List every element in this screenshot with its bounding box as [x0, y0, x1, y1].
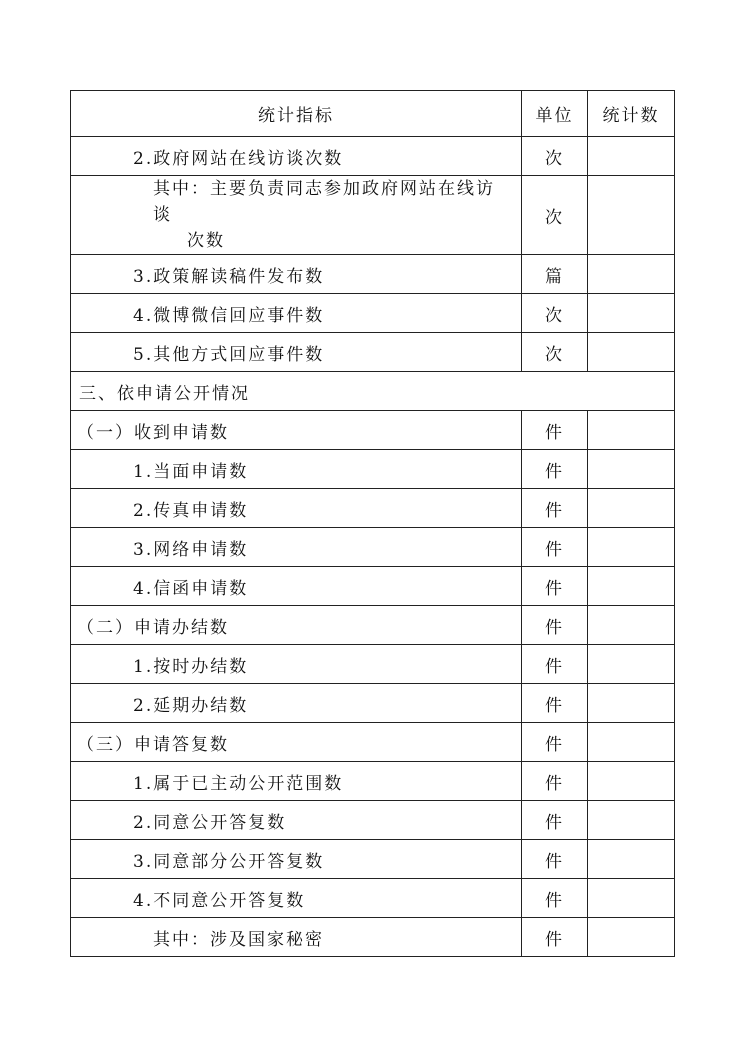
- indicator-cell: 3.政策解读稿件发布数: [71, 255, 522, 294]
- table-row: [71, 801, 675, 840]
- count-cell: [588, 684, 675, 723]
- unit-cell: 件: [522, 801, 588, 840]
- count-cell: [588, 762, 675, 801]
- indicator-line-2: 次数: [187, 231, 225, 251]
- section-heading: 三、依申请公开情况: [71, 372, 675, 411]
- count-cell: [588, 879, 675, 918]
- count-cell: [588, 411, 675, 450]
- unit-cell: 次: [522, 176, 588, 255]
- indicator-cell: 4.信函申请数: [71, 567, 522, 606]
- count-cell: [588, 137, 675, 176]
- table-row: [71, 606, 675, 645]
- table-row: [71, 137, 675, 176]
- count-cell: [588, 645, 675, 684]
- section-row: [71, 372, 675, 411]
- table-row: [71, 450, 675, 489]
- indicator-cell: 5.其他方式回应事件数: [71, 333, 522, 372]
- unit-cell: 件: [522, 450, 588, 489]
- indicator-cell: （二）申请办结数: [71, 606, 522, 645]
- indicator-line-1: 其中：主要负责同志参加政府网站在线访谈: [153, 179, 495, 225]
- count-cell: [588, 606, 675, 645]
- indicator-cell: 2.延期办结数: [71, 684, 522, 723]
- count-cell: [588, 840, 675, 879]
- table-row: [71, 645, 675, 684]
- indicator-cell: [71, 176, 522, 255]
- indicator-cell: 1.按时办结数: [71, 645, 522, 684]
- indicator-cell: 4.微博微信回应事件数: [71, 294, 522, 333]
- indicator-cell: （一）收到申请数: [71, 411, 522, 450]
- table-header-row: [71, 91, 675, 137]
- indicator-cell: （三）申请答复数: [71, 723, 522, 762]
- unit-cell: 件: [522, 489, 588, 528]
- indicator-cell: 3.同意部分公开答复数: [71, 840, 522, 879]
- indicator-cell: 2.同意公开答复数: [71, 801, 522, 840]
- unit-cell: 件: [522, 606, 588, 645]
- count-cell: [588, 294, 675, 333]
- table-row: [71, 762, 675, 801]
- count-cell: [588, 801, 675, 840]
- table-row: [71, 489, 675, 528]
- unit-cell: 件: [522, 528, 588, 567]
- count-cell: [588, 450, 675, 489]
- table-row: [71, 333, 675, 372]
- table-row: [71, 918, 675, 957]
- header-unit: 单位: [522, 91, 588, 137]
- indicator-cell: 1.属于已主动公开范围数: [71, 762, 522, 801]
- unit-cell: 件: [522, 567, 588, 606]
- count-cell: [588, 567, 675, 606]
- count-cell: [588, 176, 675, 255]
- count-cell: [588, 255, 675, 294]
- count-cell: [588, 918, 675, 957]
- unit-cell: 件: [522, 411, 588, 450]
- unit-cell: 篇: [522, 255, 588, 294]
- table-row: [71, 723, 675, 762]
- table-row: [71, 684, 675, 723]
- unit-cell: 次: [522, 137, 588, 176]
- indicator-cell: 2.传真申请数: [71, 489, 522, 528]
- unit-cell: 件: [522, 879, 588, 918]
- unit-cell: 件: [522, 684, 588, 723]
- count-cell: [588, 528, 675, 567]
- count-cell: [588, 333, 675, 372]
- unit-cell: 次: [522, 333, 588, 372]
- table-row: [71, 567, 675, 606]
- unit-cell: 件: [522, 645, 588, 684]
- indicator-cell: 3.网络申请数: [71, 528, 522, 567]
- table-row: [71, 294, 675, 333]
- indicator-cell: 1.当面申请数: [71, 450, 522, 489]
- count-cell: [588, 489, 675, 528]
- unit-cell: 件: [522, 918, 588, 957]
- table-row: [71, 840, 675, 879]
- table-row: [71, 176, 675, 255]
- indicator-cell: 4.不同意公开答复数: [71, 879, 522, 918]
- header-indicator: 统计指标: [71, 91, 522, 137]
- table-row: [71, 411, 675, 450]
- indicator-cell: 其中：涉及国家秘密: [71, 918, 522, 957]
- count-cell: [588, 723, 675, 762]
- indicator-cell: 2.政府网站在线访谈次数: [71, 137, 522, 176]
- header-count: 统计数: [588, 91, 675, 137]
- table-row: [71, 528, 675, 567]
- table-row: [71, 255, 675, 294]
- unit-cell: 次: [522, 294, 588, 333]
- unit-cell: 件: [522, 762, 588, 801]
- statistics-table: [70, 90, 675, 957]
- table-row: [71, 879, 675, 918]
- unit-cell: 件: [522, 723, 588, 762]
- unit-cell: 件: [522, 840, 588, 879]
